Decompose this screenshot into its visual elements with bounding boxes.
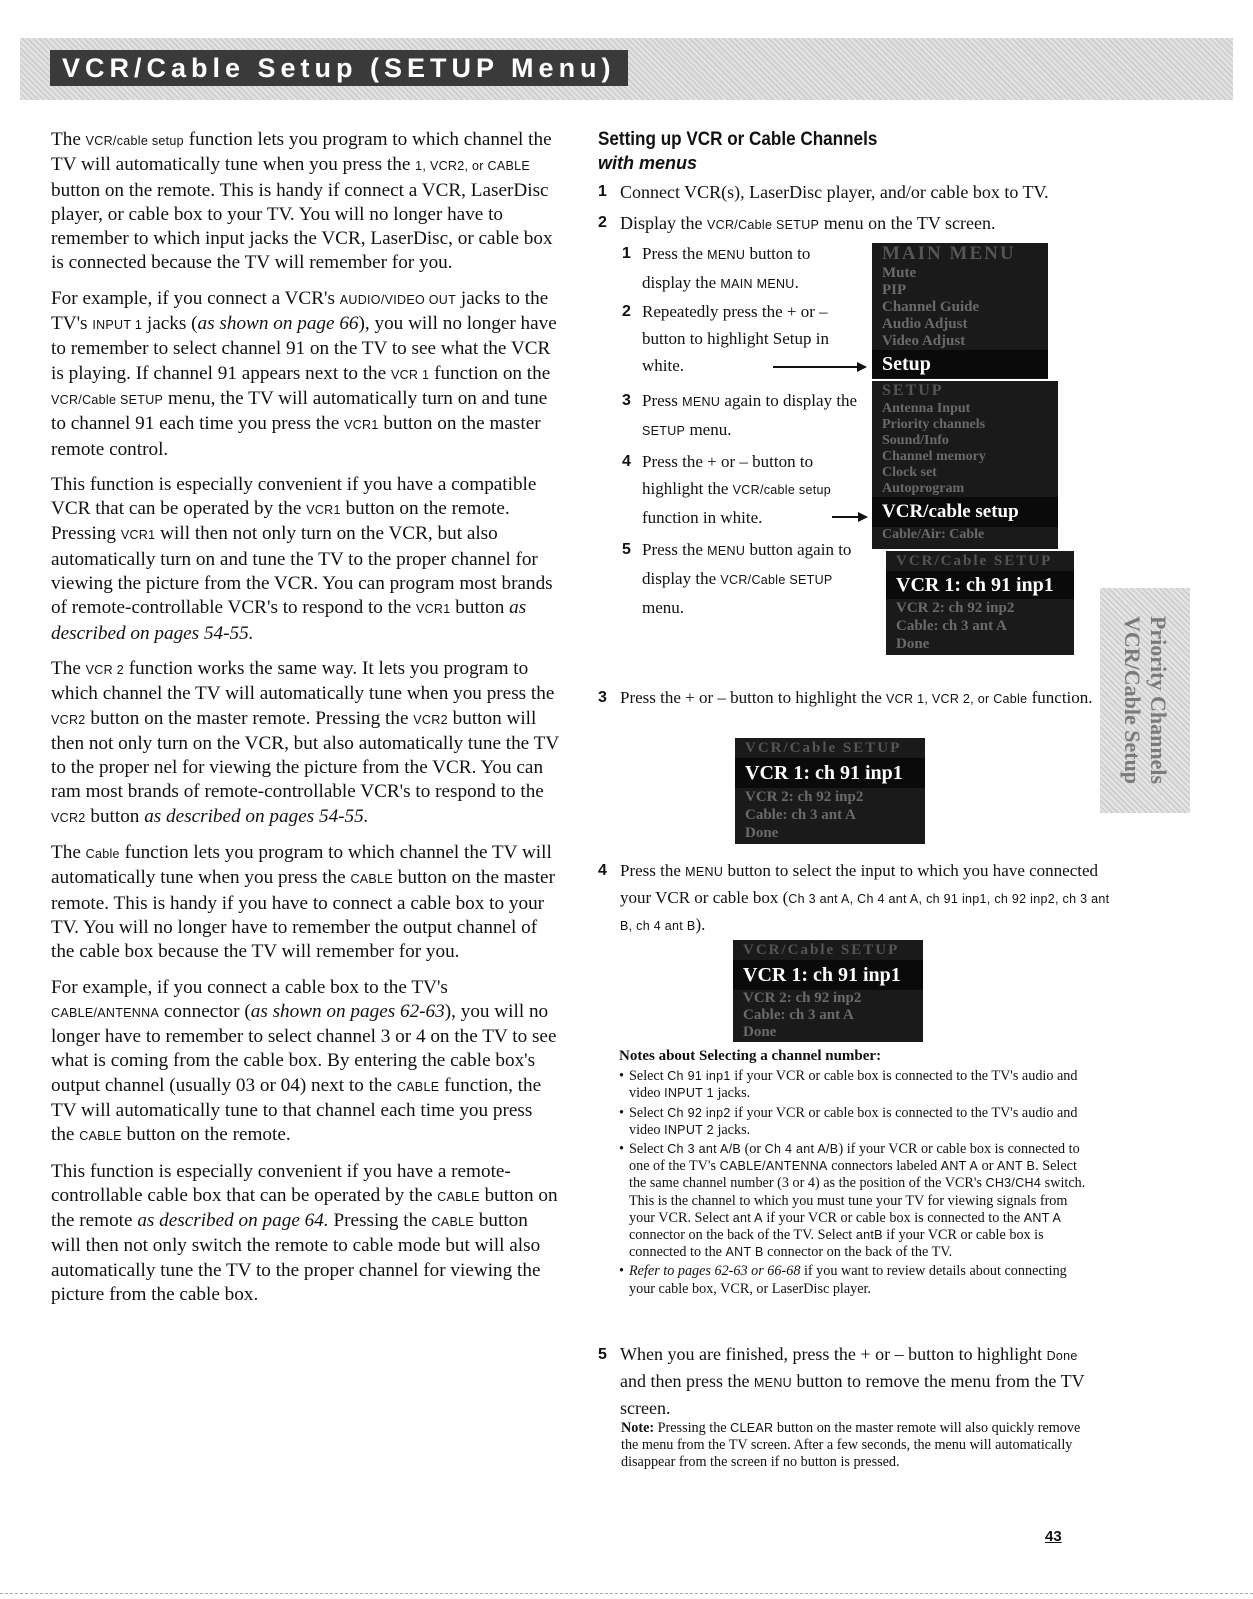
substep-5: 5 Press the MENU button again to display the VCR/Cable SETUP menu. bbox=[622, 540, 852, 617]
left-column bbox=[51, 128, 559, 1318]
side-tab-line1: Priority Channels bbox=[1146, 615, 1171, 785]
notes-title: Notes about Selecting a channel number: bbox=[619, 1048, 882, 1064]
vcr-cable-setup-screen-step3: VCR/Cable SETUP VCR 1: ch 91 inp1 VCR 2: ch 92 inp2 Cable: ch 3 ant A Done bbox=[735, 738, 925, 844]
note-bullet: • Select Ch 91 inp1 if your VCR or cable box is connected to the TV's audio and video INPUT 1 jacks. bbox=[619, 1068, 1089, 1102]
footer-rule bbox=[0, 1593, 1253, 1594]
step-5: 5 When you are finished, press the + or – button to highlight Done and then press the MENU button to remove the menu from the TV screen. bbox=[598, 1344, 1085, 1418]
note-bullet: • Select Ch 92 inp2 if your VCR or cable box is connected to the TV's audio and video INPUT 2 jacks. bbox=[619, 1105, 1089, 1139]
step-3: 3 Press the + or – button to highlight the VCR 1, VCR 2, or Cable function. bbox=[598, 688, 1093, 707]
section-subtitle: with menus bbox=[598, 153, 698, 173]
setup-menu-screen: SETUP Antenna Input Priority channels Sound/Info Channel memory Clock set Autoprogram VCR/cable setup Cable/Air: Cable bbox=[872, 381, 1058, 549]
paragraph-vcr2: The VCR 2 function works the same way. It lets you program to which channel the TV will automatically tune when you press the VCR2 button on the master remote. Pressing the VCR2 button will then not only turn on the VCR, but also automatically tune the TV to the proper nel for viewing the picture from the VCR. You can ram most brands of remote-controllable VCR's to respond to the VCR2 button as described on pages 54-55. bbox=[51, 657, 559, 827]
note-bullet: • Select Ch 3 ant A/B (or Ch 4 ant A/B) if your VCR or cable box is connected to one of the TV's CABLE/ANTENNA connectors labeled ANT A or ANT B. Select the same channel number (3 or 4) as the position of the VCR's CH3/CH4 switch. This is the channel to which you must tune your TV for viewing signals from your VCR. Select ant A if your VCR or cable box is connected to the ANT A connector on the back of the TV. Select antB if your VCR or cable box is connected to the ANT B connector on the back of the TV. bbox=[619, 1141, 1089, 1261]
right-column bbox=[598, 128, 1103, 244]
notes-box bbox=[619, 1048, 1089, 1300]
vcr-cable-setup-highlight: VCR/cable setup bbox=[872, 497, 1058, 527]
substep-2: 2 Repeatedly press the + or – button to highlight Setup in white. bbox=[622, 302, 830, 375]
paragraph-example-cable: For example, if you connect a cable box to the TV's CABLE/ANTENNA connector (as shown on pages 62-63), you will no longer have to remember to select channel 3 or 4 on the TV to see what is coming from the cable box. By entering the cable box's output channel (usually 03 or 04) next to the CABLE function, the TV will automatically tune to that channel each time you press the CABLE button on the remote. bbox=[51, 976, 557, 1146]
vcr-cable-setup-screen-step4: VCR/Cable SETUP VCR 1: ch 91 inp1 VCR 2: ch 92 inp2 Cable: ch 3 ant A Done bbox=[733, 940, 923, 1042]
step-2: 2 Display the VCR/Cable SETUP menu on the TV screen. bbox=[598, 213, 996, 233]
header-banner bbox=[20, 38, 1233, 100]
section-title: Setting up VCR or Cable Channels bbox=[598, 129, 878, 150]
page-title: VCR/Cable Setup (SETUP Menu) bbox=[50, 50, 628, 86]
substep-3: 3 Press MENU again to display the SETUP menu. bbox=[622, 391, 858, 439]
side-tab bbox=[1100, 588, 1190, 813]
paragraph-example-vcr: For example, if you connect a VCR's AUDIO/VIDEO OUT jacks to the TV's INPUT 1 jacks (as shown on page 66), you will no longer have to remember to select channel 91 on the TV to see what the VCR is playing. If channel 91 appears next to the VCR 1 function on the VCR/Cable SETUP menu, the TV will automatically turn on and tune to channel 91 each time you press the VCR1 button on the master remote control. bbox=[51, 287, 557, 460]
step-4: 4 Press the MENU button to select the input to which you have connected your VCR or cable box (Ch 3 ant A, Ch 4 ant A, ch 91 inp1, ch 92 inp2, ch 3 ant B, ch 4 ant B). bbox=[598, 861, 1110, 934]
paragraph-intro: The VCR/cable setup function lets you program to which channel the TV will automatically tune when you press the 1, VCR2, or CABLE button on the remote. This is handy if connect a VCR, LaserDisc player, or cable box to your TV. You will no longer have to remember to which input jacks the VCR, LaserDisc, or cable box is connected because the TV will remember for you. bbox=[51, 129, 553, 274]
paragraph-cable-convenience: This function is especially convenient if you have a remote-controllable cable box that can be operated by the CABLE button on the remote as described on page 64. Pressing the CABLE button will then not only switch the remote to cable mode but will also automatically tune the TV to the proper channel for viewing the picture from the cable box. bbox=[51, 1160, 558, 1306]
arrow-icon bbox=[773, 366, 861, 368]
paragraph-vcr1-convenience: This function is especially convenient if you have a compatible VCR that can be operated by the VCR1 button on the remote. Pressing VCR1 will then not only turn on the VCR, but also automatically turn on and tune the TV to the proper channel for viewing the picture from the VCR. You can program most brands of remote-controllable VCR's to respond to the VCR1 button as described on pages 54-55. bbox=[51, 473, 553, 644]
final-note: Note: Pressing the CLEAR button on the master remote will also quickly remove the menu from the TV screen. After a few seconds, the menu will automatically disappear from the screen if no button is pressed. bbox=[621, 1420, 1081, 1471]
main-menu-screen: MAIN MENU Mute PIP Channel Guide Audio Adjust Video Adjust Setup bbox=[872, 243, 1048, 379]
arrow-icon bbox=[832, 516, 862, 518]
substep-1: 1 Press the MENU button to display the MAIN MENU. bbox=[622, 244, 811, 292]
vcr-cable-setup-screen: VCR/Cable SETUP VCR 1: ch 91 inp1 VCR 2: ch 92 inp2 Cable: ch 3 ant A Done bbox=[886, 551, 1074, 655]
page-number: 43 bbox=[1045, 1528, 1062, 1545]
paragraph-cable: The Cable function lets you program to which channel the TV will automatically tune when you press the CABLE button on the master remote. This is handy if you have to connect a cable box to your TV. You will no longer have to remember the output channel of the cable box because the TV will remember for you. bbox=[51, 842, 555, 963]
setup-highlight: Setup bbox=[872, 350, 1048, 378]
side-tab-line2: VCR/Cable Setup bbox=[1120, 615, 1145, 785]
note-bullet: • Refer to pages 62-63 or 66-68 if you want to review details about connecting your cable box, VCR, or LaserDisc player. bbox=[619, 1263, 1089, 1297]
substep-4: 4 Press the + or – button to highlight the VCR/cable setup function in white. bbox=[622, 452, 831, 527]
step-1: 1 Connect VCR(s), LaserDisc player, and/or cable box to TV. bbox=[598, 182, 1049, 202]
